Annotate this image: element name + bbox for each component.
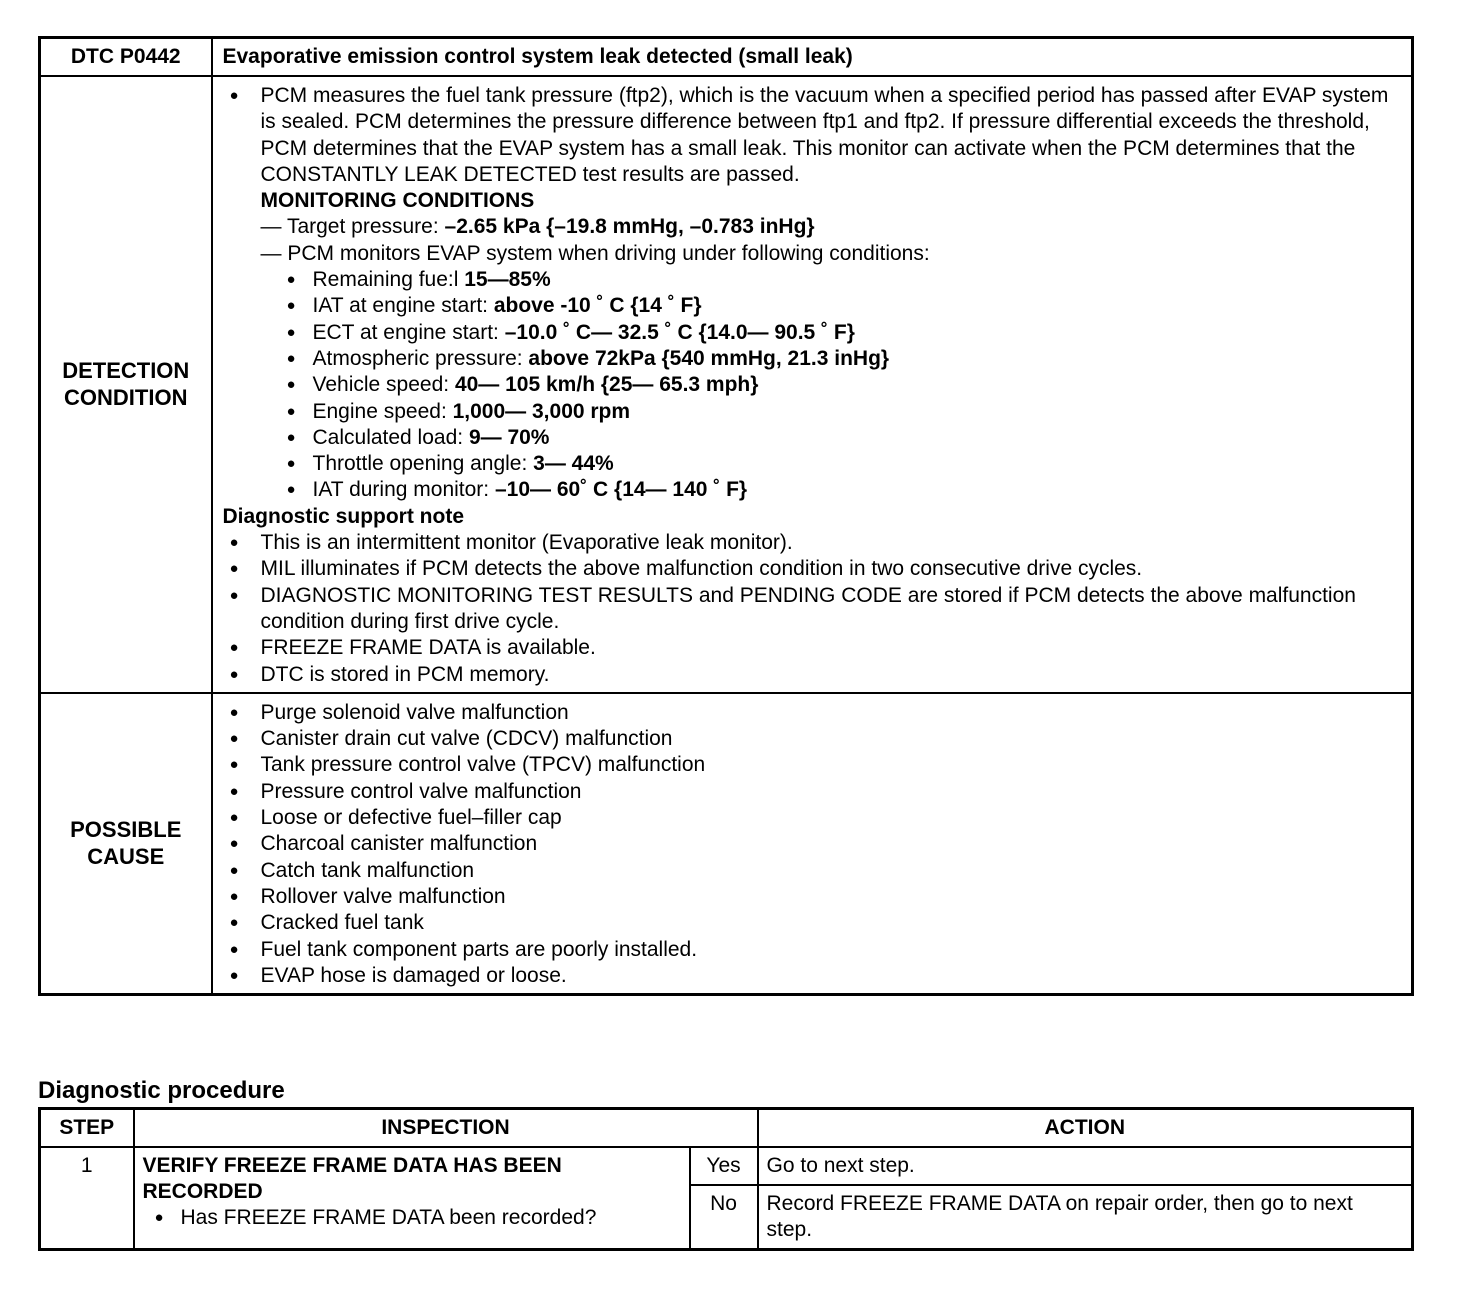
cause-item: ● Cracked fuel tank — [223, 910, 1402, 936]
procedure-table — [38, 1107, 1414, 1251]
cause-item: ● Canister drain cut valve (CDCV) malfunction — [223, 726, 1402, 752]
condition-value: 1,000— 3,000 rpm — [452, 399, 631, 423]
detection-row — [40, 76, 1413, 693]
condition-value: above 72kPa {540 mmHg, 21.3 inHg} — [528, 346, 890, 370]
cause-item: ● Tank pressure control valve (TPCV) malfunction — [223, 752, 1402, 778]
support-note-item: ● This is an intermittent monitor (Evaporative leak monitor). — [223, 530, 1402, 556]
condition-item — [283, 320, 1402, 346]
inspection-cell — [134, 1147, 690, 1250]
condition-label: Vehicle speed: — [312, 373, 455, 397]
detection-label-line2: CONDITION — [64, 385, 188, 411]
procedure-row-yes — [40, 1147, 1413, 1185]
cause-item: ● Purge solenoid valve malfunction — [223, 700, 1402, 726]
cause-item: ● Pressure control valve malfunction — [223, 779, 1402, 805]
condition-item — [283, 399, 1402, 425]
condition-label: Atmospheric pressure: — [312, 346, 529, 370]
cause-item: ● Charcoal canister malfunction — [223, 831, 1402, 857]
conditions-list — [223, 267, 1402, 504]
condition-item — [283, 425, 1402, 451]
condition-label: Calculated load: — [312, 425, 469, 449]
detection-label-line1: DETECTION — [62, 358, 190, 384]
detection-label — [40, 76, 212, 693]
cause-item: ● Catch tank malfunction — [223, 858, 1402, 884]
yes-label: Yes — [690, 1147, 758, 1185]
condition-item — [283, 267, 1402, 293]
condition-value: –10— 60˚ C {14— 140 ˚ F} — [494, 478, 748, 502]
condition-value: 15—85% — [464, 268, 551, 292]
condition-label: Engine speed: — [312, 399, 453, 423]
dtc-code: DTC P0442 — [40, 38, 212, 77]
support-note-heading: Diagnostic support note — [222, 504, 464, 528]
support-note-item: ● DTC is stored in PCM memory. — [223, 662, 1402, 688]
dtc-table — [38, 36, 1414, 996]
procedure-title: Diagnostic procedure — [38, 1077, 285, 1104]
dtc-title: Evaporative emission control system leak detected (small leak) — [212, 38, 1413, 77]
detection-content — [212, 76, 1413, 693]
inspection-bullet: ● Has FREEZE FRAME DATA been recorded? — [143, 1205, 681, 1231]
possible-cause-content — [212, 693, 1413, 995]
condition-label: Remaining fue:l — [312, 268, 465, 292]
dtc-document — [38, 36, 1414, 996]
inspection-title: VERIFY FREEZE FRAME DATA HAS BEEN RECORDED — [142, 1154, 562, 1203]
support-note-item: ● DIAGNOSTIC MONITORING TEST RESULTS and PENDING CODE are stored if PCM detects the above malfunction condition during first drive cycle. — [223, 583, 1402, 636]
support-note-list — [223, 530, 1402, 688]
condition-value: 9— 70% — [468, 425, 550, 449]
condition-item — [283, 451, 1402, 477]
condition-label: ECT at engine start: — [312, 320, 505, 344]
dtc-header-row — [40, 38, 1413, 77]
possible-cause-row — [40, 693, 1413, 995]
yes-action: Go to next step. — [758, 1147, 1413, 1185]
inspection-bullets — [143, 1205, 681, 1231]
condition-item — [283, 477, 1402, 503]
step-header: STEP — [40, 1109, 134, 1148]
condition-item — [283, 372, 1402, 398]
target-pressure-value: –2.65 kPa {–19.8 mmHg, –0.783 inHg} — [444, 215, 815, 239]
detection-main-bullet: ● PCM measures the fuel tank pressure (ftp2), which is the vacuum when a specified period has passed after EVAP system is sealed. PCM determines the pressure difference between ftp1 and ftp2. If pressure differential exceeds the threshold, PCM determines that the EVAP system has a small leak. This monitor can activate when the PCM determines that the CONSTANTLY LEAK DETECTED test results are passed. — [223, 83, 1402, 188]
cause-list — [223, 700, 1402, 989]
support-note-item: ● FREEZE FRAME DATA is available. — [223, 635, 1402, 661]
condition-item — [283, 346, 1402, 372]
condition-label: IAT during monitor: — [312, 478, 495, 502]
possible-label-line1: POSSIBLE — [70, 817, 182, 843]
condition-value: 3— 44% — [533, 452, 614, 476]
condition-value: above -10 ˚ C {14 ˚ F} — [493, 294, 702, 318]
inspection-header: INSPECTION — [134, 1109, 758, 1148]
target-pressure-label: — Target pressure: — [260, 215, 445, 239]
cause-item: ● EVAP hose is damaged or loose. — [223, 963, 1402, 989]
procedure-header-row — [40, 1109, 1413, 1148]
no-action: Record FREEZE FRAME DATA on repair order, then go to next step. — [758, 1185, 1413, 1250]
driving-conditions-line: — PCM monitors EVAP system when driving under following conditions: — [260, 241, 930, 265]
support-note-item: ● MIL illuminates if PCM detects the above malfunction condition in two consecutive drive cycles. — [223, 556, 1402, 582]
cause-item: ● Rollover valve malfunction — [223, 884, 1402, 910]
cause-item: ● Loose or defective fuel–filler cap — [223, 805, 1402, 831]
possible-label-line2: CAUSE — [87, 844, 165, 870]
condition-label: Throttle opening angle: — [312, 452, 534, 476]
cause-item: ● Fuel tank component parts are poorly installed. — [223, 937, 1402, 963]
condition-item — [283, 293, 1402, 319]
target-pressure-line — [223, 214, 1402, 240]
detection-main-list — [223, 83, 1402, 188]
condition-value: 40— 105 km/h {25— 65.3 mph} — [454, 373, 759, 397]
no-label: No — [690, 1185, 758, 1250]
condition-value: –10.0 ˚ C— 32.5 ˚ C {14.0— 90.5 ˚ F} — [504, 320, 855, 344]
monitoring-dash-list — [223, 214, 1402, 267]
condition-label: IAT at engine start: — [312, 294, 494, 318]
step-number: 1 — [40, 1147, 134, 1250]
action-header: ACTION — [758, 1109, 1413, 1148]
possible-cause-label — [40, 693, 212, 995]
monitoring-heading: MONITORING CONDITIONS — [260, 189, 535, 213]
